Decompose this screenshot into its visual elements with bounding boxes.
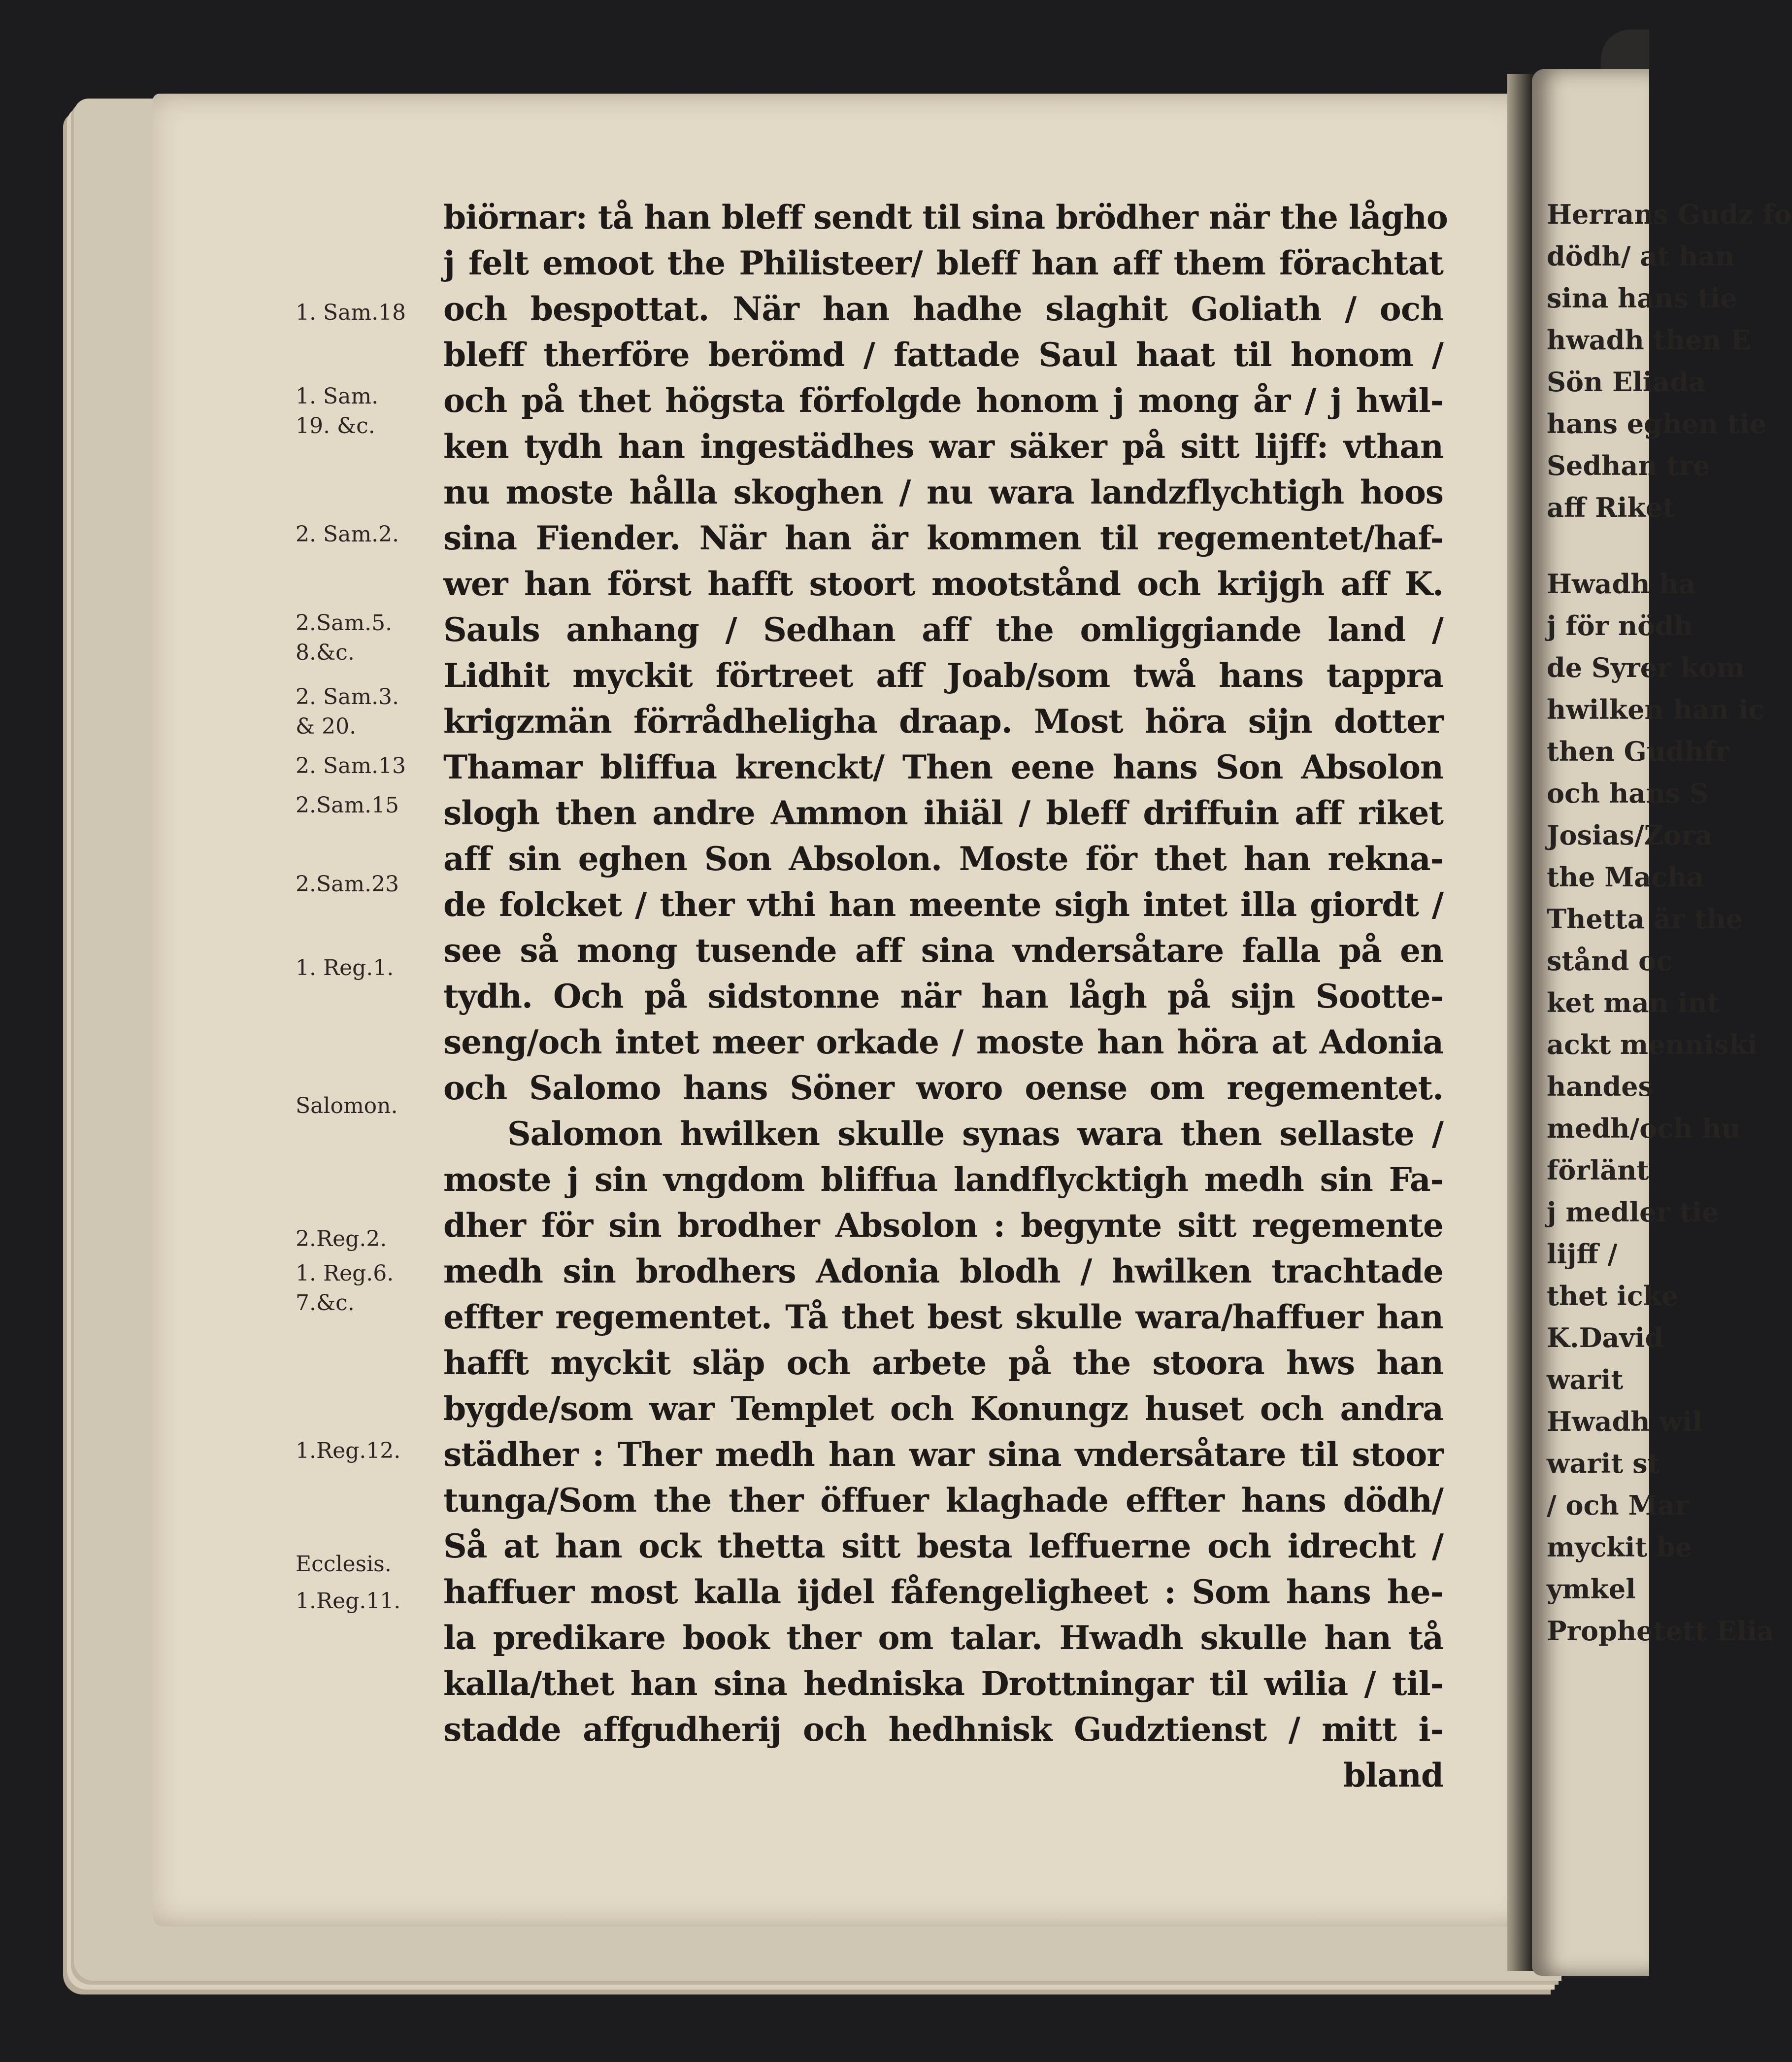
- next-page-line: / och Mar: [1547, 1489, 1689, 1521]
- next-page-line: Prophetett Elia: [1547, 1615, 1774, 1647]
- text-line: seng/och intet meer orkade / moste han höra at Adonia: [443, 1023, 1443, 1061]
- text-line: ken tydh han ingestädhes war säker på sitt lijff: vthan: [443, 427, 1443, 466]
- text-line: tydh. Och på sidstonne när han lågh på sijn Sootte-: [443, 977, 1443, 1015]
- next-page-line: then Gudhfr: [1547, 736, 1729, 767]
- text-line: medh sin brodhers Adonia blodh / hwilken trachtade: [443, 1252, 1443, 1290]
- text-line: moste j sin vngdom bliffua landflycktigh medh sin Fa-: [443, 1160, 1443, 1199]
- margin-note: 2.Reg.2.: [296, 1226, 387, 1251]
- text-line: aff sin eghen Son Absolon. Moste för thet han rekna-: [443, 840, 1443, 878]
- next-page-line: hans eghen tie: [1547, 408, 1767, 439]
- next-page-line: dödh/ at han: [1547, 240, 1735, 272]
- margin-note: 2.Sam.23: [296, 872, 399, 897]
- margin-note: 1. Sam.18: [296, 300, 406, 325]
- margin-note: 2.Sam.5.: [296, 610, 393, 636]
- margin-note: 7.&c.: [296, 1290, 355, 1316]
- next-page-line: de Syrer kom: [1547, 652, 1745, 683]
- text-line: stadde affgudherij och hedhnisk Gudztienst / mitt i-: [443, 1710, 1443, 1749]
- next-page-line: sina hans tie: [1547, 282, 1737, 314]
- next-page-line: stånd oc: [1547, 945, 1673, 977]
- next-page-line: the Macha: [1547, 861, 1704, 893]
- text-line: sina Fiender. När han är kommen til regementet/haf-: [443, 519, 1443, 557]
- margin-note: 1. Reg.6.: [296, 1261, 394, 1286]
- next-page-line: j medler tie: [1547, 1196, 1719, 1228]
- text-line: bygde/som war Templet och Konungz huset och andra: [443, 1389, 1443, 1428]
- next-page-line: Sedhan tre: [1547, 450, 1710, 481]
- next-page-line: ket man int: [1547, 987, 1720, 1018]
- next-page-line: hwilken han ic: [1547, 694, 1765, 725]
- next-page-line: K.David: [1547, 1322, 1664, 1353]
- text-line: bleff therföre berömd / fattade Saul haat til honom /: [443, 336, 1443, 374]
- next-page-line: j för nödh: [1547, 610, 1693, 642]
- next-page-line: förlänt: [1547, 1154, 1649, 1186]
- text-line: hafft myckit släp och arbete på the stoora hws han: [443, 1344, 1443, 1382]
- text-line: nu moste hålla skoghen / nu wara landzflychtigh hoos: [443, 473, 1443, 511]
- text-line: Så at han ock thetta sitt besta leffuerne och idrecht /: [443, 1527, 1443, 1565]
- text-line: krigzmän förrådheligha draap. Most höra sijn dotter: [443, 702, 1443, 741]
- next-page-line: aff Riket: [1547, 492, 1675, 523]
- margin-note: Salomon.: [296, 1093, 398, 1118]
- next-page-line: handes: [1547, 1071, 1654, 1102]
- text-line: dher för sin brodher Absolon : begynte sitt regemente: [443, 1206, 1443, 1245]
- next-page-line: lijff /: [1547, 1238, 1618, 1270]
- book-page-right-sliver: [1532, 69, 1792, 1976]
- text-line: städher : Ther medh han war sina vndersåtare til stoor: [443, 1435, 1443, 1474]
- next-page-line: myckit be: [1547, 1531, 1692, 1563]
- next-page-line: och hans S: [1547, 777, 1709, 809]
- text-line: haffuer most kalla ijdel fåfengeligheet : Som hans he-: [443, 1573, 1443, 1611]
- text-line: effter regementet. Tå thet best skulle wara/haffuer han: [443, 1298, 1443, 1336]
- text-line: see så mong tusende aff sina vndersåtare falla på en: [443, 931, 1443, 970]
- next-page-line: ackt menniski: [1547, 1029, 1758, 1060]
- text-line: slogh then andre Ammon ihiäl / bleff driffuin aff riket: [443, 794, 1443, 832]
- next-page-line: Hwadh ha: [1547, 568, 1696, 600]
- margin-note: & 20.: [296, 714, 357, 739]
- margin-note: 1. Reg.1.: [296, 955, 394, 980]
- text-line: tunga/Som the ther öffuer klaghade effter hans dödh/: [443, 1481, 1443, 1520]
- text-line: wer han först hafft stoort mootstånd och krijgh aff K.: [443, 565, 1443, 603]
- text-line: och Salomo hans Söner woro oense om regementet.: [443, 1069, 1443, 1107]
- margin-note: 2. Sam.13: [296, 753, 406, 778]
- next-page-line: Sön Eliada: [1547, 366, 1706, 398]
- margin-note: Ecclesis.: [296, 1552, 392, 1577]
- text-line: Thamar bliffua krenckt/ Then eene hans Son Absolon: [443, 748, 1443, 786]
- catchword: bland: [1343, 1756, 1443, 1794]
- next-page-line: ymkel: [1547, 1573, 1636, 1605]
- margin-note: 1.Reg.12.: [296, 1438, 401, 1463]
- text-line: Sauls anhang / Sedhan aff the omliggiande land /: [443, 610, 1443, 649]
- margin-note: 2. Sam.2.: [296, 522, 399, 547]
- text-line: biörnar: tå han bleff sendt til sina brödher när the lågho: [443, 198, 1448, 237]
- margin-note: 1. Sam.: [296, 384, 379, 409]
- margin-note: 2. Sam.3.: [296, 684, 399, 710]
- next-page-line: hwadh then E: [1547, 324, 1751, 356]
- next-page-line: medh/och hu: [1547, 1113, 1741, 1144]
- next-page-line: Thetta är the: [1547, 903, 1743, 935]
- margin-note: 8.&c.: [296, 640, 355, 665]
- text-line: j felt emoot the Philisteer/ bleff han aff them förachtat: [443, 244, 1443, 282]
- next-page-line: warit: [1547, 1364, 1624, 1395]
- text-line: Salomon hwilken skulle synas wara then sellaste /: [507, 1115, 1443, 1153]
- text-line: de folcket / ther vthi han meente sigh intet illa giordt /: [443, 885, 1443, 924]
- text-line: och bespottat. När han hadhe slaghit Goliath / och: [443, 290, 1443, 328]
- margin-note: 19. &c.: [296, 413, 375, 439]
- text-line: kalla/thet han sina hedniska Drottningar til wilia / til-: [443, 1664, 1443, 1703]
- text-line: Lidhit myckit förtreet aff Joab/som twå hans tappra: [443, 656, 1443, 695]
- text-line: och på thet högsta förfolgde honom j mong år / j hwil-: [443, 381, 1443, 420]
- next-page-line: Hwadh wil: [1547, 1406, 1702, 1437]
- next-page-line: Herrans Gudz fo: [1547, 199, 1792, 230]
- next-page-line: Josias/Zora: [1547, 819, 1713, 851]
- margin-note: 2.Sam.15: [296, 793, 399, 818]
- margin-note: 1.Reg.11.: [296, 1589, 401, 1614]
- next-page-line: thet icke: [1547, 1280, 1679, 1312]
- text-line: la predikare book ther om talar. Hwadh skulle han tå: [443, 1619, 1443, 1657]
- next-page-line: warit st: [1547, 1448, 1660, 1479]
